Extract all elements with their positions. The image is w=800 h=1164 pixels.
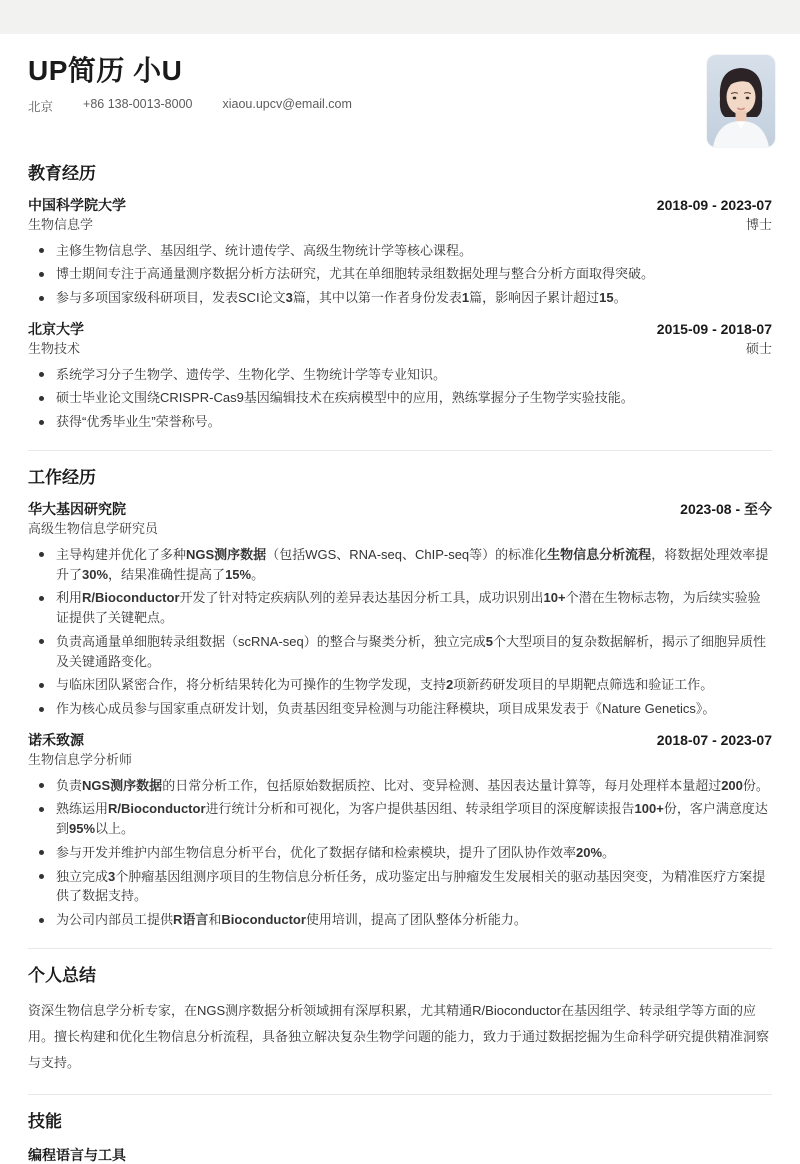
date-range: 2015-09 - 2018-07 [656, 320, 772, 337]
skill-group-title: 编程语言与工具 [28, 1147, 126, 1164]
entry-sub-row [28, 340, 772, 358]
degree-label: 硕士 [745, 341, 772, 357]
page-top-margin [0, 0, 800, 34]
header [28, 54, 772, 115]
bullet-text: 作为核心成员参与国家重点研发计划，负责基因组变异检测与功能注释模块，项目成果发表于《Nature Genetics》。 [56, 701, 716, 717]
bullet-item [28, 241, 772, 261]
bullet-text-bold: 1 [461, 290, 470, 306]
contact-row [28, 97, 772, 115]
contact-phone: +86 138-0013-8000 [83, 96, 193, 111]
school-name: 北京大学 [28, 320, 84, 337]
bullet-item [28, 699, 772, 719]
bullet-text: 硕士毕业论文围绕CRISPR-Cas9基因编辑技术在疾病模型中的应用，熟练掌握分子生物学实验技能。 [56, 390, 634, 406]
bullet-text: 独立完成 [56, 868, 109, 884]
section-education [28, 163, 772, 432]
bullet-text: 参与开发并维护内部生物信息分析平台，优化了数据存储和检索模块，提升了团队协作效率 [56, 844, 577, 860]
school-name: 中国科学院大学 [28, 196, 126, 213]
contact-email: xiaou.upcv@email.com [222, 96, 352, 111]
major-name: 生物信息学 [28, 217, 94, 233]
bullet-text: 。 [613, 290, 627, 306]
bullet-text-bold: 3 [285, 290, 293, 306]
bullet-text: 使用培训，提高了团队整体分析能力。 [305, 912, 527, 928]
bullet-text: ，结果准确性提高了 [108, 566, 226, 582]
section-divider [28, 450, 772, 451]
bullet-item [28, 365, 772, 385]
section-work [28, 467, 772, 930]
bullet-text: 为公司内部员工提供 [56, 912, 174, 928]
bullet-text: 以上。 [95, 821, 135, 837]
bullet-text-bold: R语言 [173, 912, 209, 928]
bullet-item [28, 588, 772, 628]
bullet-text-bold: NGS测序数据 [82, 777, 163, 793]
bullet-item [28, 799, 772, 839]
bullet-text-bold: 2 [446, 677, 454, 693]
entry-sub-row [28, 520, 772, 538]
bullet-text-bold: 20% [576, 844, 603, 860]
bullet-text-bold: R/Bioconductor [108, 801, 206, 817]
bullet-item [28, 843, 772, 863]
degree-label: 博士 [745, 217, 772, 233]
job-title: 生物信息学分析师 [28, 751, 133, 767]
bullet-item [28, 632, 772, 672]
work-entry [28, 500, 772, 719]
bullet-text-bold: 95% [69, 821, 96, 837]
education-entry [28, 320, 772, 432]
section-title-skills: 技能 [28, 1112, 62, 1132]
summary-text: 资深生物信息学分析专家，在NGS测序数据分析领域拥有深厚积累，尤其精通R/Bioconductor在基因组学、转录组学等方面的应用。擅长构建和优化生物信息分析流程，具备独立解决复杂生物学问题的能力，致力于通过数据挖掘为生命科学研究提供精准洞察与支持。 [28, 1003, 770, 1071]
entry-header-row [28, 500, 772, 518]
bullet-text: 份，客户满意度达到 [56, 801, 768, 837]
bullet-text: 与临床团队紧密合作，将分析结果转化为可操作的生物学发现，支持 [56, 677, 447, 693]
bullet-text-bold: 15% [225, 566, 252, 582]
bullet-text: 个潜在生物标志物，为后续实验验证提供了关键靶点。 [56, 590, 761, 626]
entry-header-row [28, 731, 772, 749]
bullet-text-bold: 15 [599, 290, 614, 306]
bullet-item [28, 545, 772, 585]
entry-sub-row [28, 751, 772, 769]
bullet-text: 。 [251, 566, 265, 582]
entry-sub-row [28, 216, 772, 234]
section-divider [28, 1094, 772, 1095]
bullet-item [28, 675, 772, 695]
bullet-text-bold: 10+ [543, 590, 566, 606]
bullet-text: 负责 [56, 777, 83, 793]
profile-photo-illustration [707, 55, 775, 147]
date-range: 2018-07 - 2023-07 [656, 731, 772, 748]
bullet-text: 篇，其中以第一作者身份发表 [292, 290, 462, 306]
bullet-item [28, 288, 772, 308]
bullet-text-bold: 生物信息分析流程 [547, 546, 652, 562]
date-range: 2023-08 - 至今 [680, 501, 772, 518]
bullet-text: 熟练运用 [56, 801, 109, 817]
bullet-text: 开发了针对特定疾病队列的差异表达基因分析工具，成功识别出 [179, 590, 544, 606]
bullet-text: （包括WGS、RNA-seq、ChIP-seq等）的标准化 [266, 546, 548, 562]
bullet-list [28, 241, 772, 308]
bullet-text-bold: 3 [108, 868, 116, 884]
company-name: 诺禾致源 [28, 731, 84, 748]
section-divider [28, 948, 772, 949]
bullet-text: ，将数据处理效率提升了 [56, 546, 769, 582]
bullet-text: 主导构建并优化了多种 [56, 546, 187, 562]
section-title-education: 教育经历 [28, 163, 96, 183]
bullet-text-bold: 200 [721, 777, 743, 793]
bullet-item [28, 776, 772, 796]
bullet-text-bold: 5 [485, 633, 493, 649]
bullet-item [28, 910, 772, 930]
contact-location: 北京 [28, 99, 54, 114]
profile-photo [707, 55, 775, 147]
bullet-text: 获得“优秀毕业生”荣誉称号。 [56, 414, 221, 430]
bullet-list [28, 545, 772, 719]
section-summary [28, 965, 772, 1076]
section-title-work: 工作经历 [28, 467, 96, 487]
bullet-text: 博士期间专注于高通量测序数据分析方法研究，尤其在单细胞转录组数据处理与整合分析方面取得突破。 [56, 266, 655, 282]
bullet-item [28, 388, 772, 408]
resume-page [0, 54, 800, 1164]
bullet-text: 的日常分析工作，包括原始数据质控、比对、变异检测、基因表达量计算等，每月处理样本量超过 [162, 777, 722, 793]
section-skills [28, 1111, 772, 1164]
bullet-text: 系统学习分子生物学、遗传学、生物化学、生物统计学等专业知识。 [56, 366, 447, 382]
bullet-text: 个肿瘤基因组测序项目的生物信息分析任务，成功鉴定出与肿瘤发生发展相关的驱动基因突变，为精准医疗方案提供了数据支持。 [56, 868, 766, 904]
date-range: 2018-09 - 2023-07 [656, 196, 772, 213]
entry-header-row [28, 196, 772, 214]
bullet-list [28, 776, 772, 930]
bullet-text: 项新药研发项目的早期靶点筛选和验证工作。 [453, 677, 714, 693]
section-title-summary: 个人总结 [28, 965, 96, 985]
bullet-item [28, 867, 772, 907]
bullet-item [28, 264, 772, 284]
bullet-text-bold: R/Bioconductor [82, 590, 180, 606]
bullet-text-bold: NGS测序数据 [186, 546, 267, 562]
company-name: 华大基因研究院 [28, 501, 126, 518]
bullet-text: 进行统计分析和可视化，为客户提供基因组、转录组学项目的深度解读报告 [205, 801, 635, 817]
bullet-text: 参与多项国家级科研项目，发表SCI论文 [56, 290, 286, 306]
bullet-list [28, 365, 772, 432]
education-entry [28, 196, 772, 308]
job-title: 高级生物信息学研究员 [28, 521, 159, 537]
bullet-text: 主修生物信息学、基因组学、统计遗传学、高级生物统计学等核心课程。 [56, 242, 473, 258]
major-name: 生物技术 [28, 341, 81, 357]
bullet-text-bold: 30% [82, 566, 109, 582]
bullet-text: 利用 [56, 590, 83, 606]
bullet-text: 。 [602, 844, 616, 860]
work-entry [28, 731, 772, 930]
bullet-text: 份。 [742, 777, 769, 793]
bullet-item [28, 412, 772, 432]
bullet-text: 个大型项目的复杂数据解析，揭示了细胞异质性及关键通路变化。 [56, 633, 766, 669]
bullet-text: 负责高通量单细胞转录组数据（scRNA-seq）的整合与聚类分析，独立完成 [56, 633, 486, 649]
bullet-text: 和 [208, 912, 222, 928]
candidate-name: UP简历 小U [28, 55, 183, 86]
bullet-text-bold: Bioconductor [221, 912, 306, 928]
bullet-text-bold: 100+ [634, 801, 664, 817]
entry-header-row [28, 320, 772, 338]
bullet-text: 篇，影响因子累计超过 [469, 290, 600, 306]
